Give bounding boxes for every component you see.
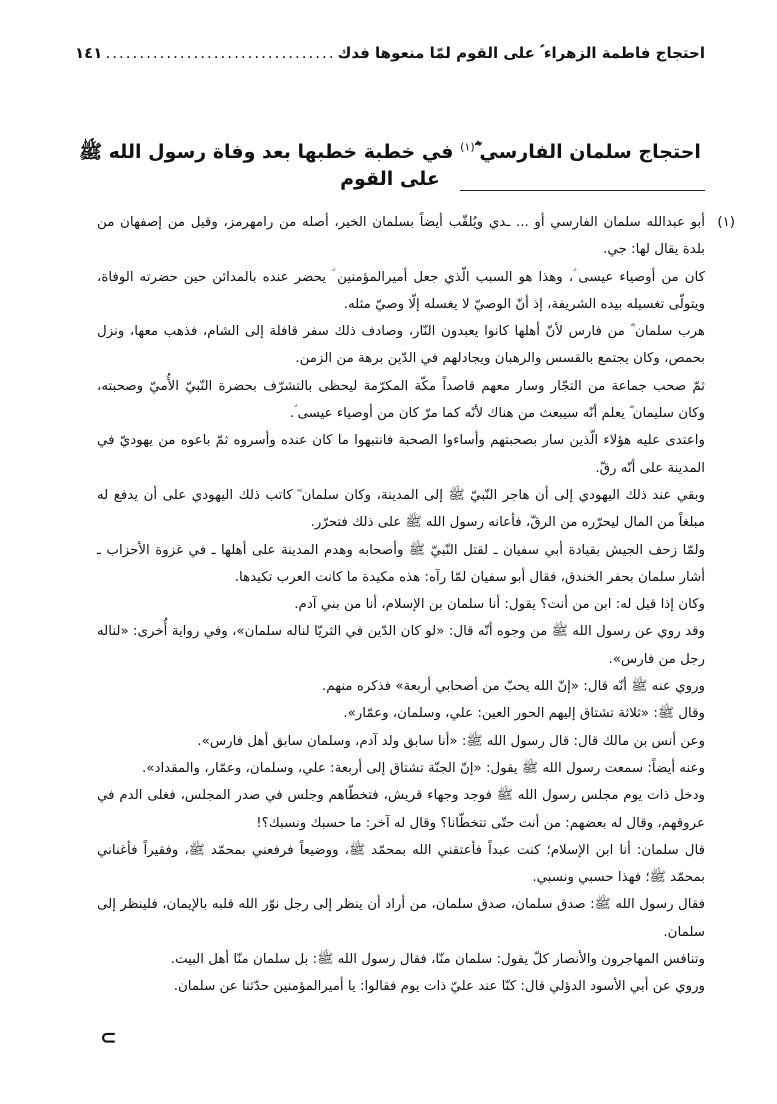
section-title-start: احتجاج سلمان الفارسي ؓ: [474, 141, 701, 163]
leader-dots: [104, 44, 335, 62]
footnote-paragraph: ودخل ذات يوم مجلس رسول الله ﷺ فوجد وجهاء قريش، فتخطّاهم وجلس في صدر المجلس، فغلى الدم في عروقهم، وقال له بعضهم: من أنت حتّى تتخطّانا؟ وقال له آخر: ما حسبك ونسبك؟!: [97, 788, 705, 831]
footnote-paragraph: قال سلمان: أنا ابن الإسلام؛ كنت عبداً فأعتقني الله بمحمّد ﷺ، ووضيعاً فرفعني بمحمّد ﷺ، وفقيراً فأغناني بمحمّد ﷺ؛ فهذا حسبي ونسبي.: [97, 842, 705, 886]
footnote-reference: (١): [460, 140, 475, 154]
footnote-paragraph: وكان إذا قيل له: ابن من أنت؟ يقول: أنا سلمان بن الإسلام، أنا من بني آدم.: [294, 597, 705, 613]
footnote-paragraph: ولمّا زحف الجيش بقيادة أبي سفيان ـ لقتل النّبيّ ﷺ وأصحابه وهدم المدينة على أهلها ـ في غزوة الأحزاب ـ أشار سلمان بحفر الخندق، فقال أبو سفيان لمّا رآه: هذه مكيدة ما كانت العرب تكيدها.: [97, 542, 705, 585]
footnote-paragraph: وتنافس المهاجرون والأنصار كلّ يقول: سلمان منّا، فقال رسول الله ﷺ: بل سلمان منّا أهل البيت.: [170, 952, 705, 968]
footnote-paragraph: وبقي عند ذلك اليهودي إلى أن هاجر النّبيّ ﷺ إلى المدينة، وكان سلمان ؓ كاتب ذلك اليهودي على أن يدفع له مبلغاً من المال ليحرّره من الرقّ، فأعانه رسول الله ﷺ على ذلك فتحرّر.: [97, 487, 705, 531]
footnote-paragraph: كان من أوصياء عيسى ؑ، وهذا هو السبب الّذي جعل أميرالمؤمنين ؑ يحضر عنده بالمدائن حين حضرته الوفاة، ويتولّى تغسيله بيده الشريفة، إذ أنّ الوصيّ لا يغسله إلّا وصيّ مثله.: [97, 269, 705, 312]
footnote-paragraph: فقال رسول الله ﷺ: صدق سلمان، صدق سلمان، من أراد أن ينظر إلى رجل نوّر الله قلبه بالإيمان، فلينظر إلى سلمان.: [97, 897, 705, 940]
footnote-separator: [460, 190, 705, 191]
running-title: احتجاج فاطمة الزهراء ؑ على القوم لمّا منعوها فدك: [337, 44, 705, 62]
footnote-paragraph: أبو عبدالله سلمان الفارسي أو ... ـدي ويُلقّب أيضاً بسلمان الخير، أصله من رامهرمز، وقيل من إصفهان من بلدة يقال لها: جي.: [97, 215, 705, 258]
footnote-paragraph: وقال ﷺ: «ثلاثة تشتاق إليهم الحور العين: علي، وسلمان، وعمّار».: [343, 706, 705, 722]
footnote-paragraph: هرب سلمان ؓ من فارس لأنّ أهلها كانوا يعبدون النّار، وصادف ذلك سفر قافلة إلى الشام، فذهب معها، ونزل بحمص، وكان يجتمع بالقسس والرهبان ويجادلهم في الدّين برهة من الزمن.: [97, 324, 705, 367]
page-number: ١٤١: [75, 44, 103, 62]
footnote-paragraph: وروي عنه ﷺ أنّه قال: «إنّ الله يحبّ من أصحابي أربعة» فذكره منهم.: [322, 679, 705, 695]
footnote-paragraph: واعتدى عليه هؤلاء الّذين سار بصحبتهم وأساءوا الصحبة فانتبهوا ما كان عنده وأسروه ثمّ باعوه من يهوديّ في المدينة على أنّه رقّ.: [97, 433, 705, 476]
footnote: [97, 209, 735, 1001]
footnote-paragraph: ثمّ صحب جماعة من التجّار وسار معهم قاصداً مكّة المكرّمة ليحظى بالتشرّف بحضرة النّبيّ الأُميّ وصحبته، وكان سليمان ؓ يعلم أنّه سيبعث من هناك لأنّه كما مرّ كان من أوصياء عيسى ؑ.: [97, 378, 705, 422]
continuation-marker-icon: ⊂: [100, 1025, 117, 1049]
footnote-paragraph: وعن أنس بن مالك قال: قال رسول الله ﷺ: «أنا سابق ولد آدم، وسلمان سابق أهل فارس».: [197, 733, 705, 749]
footnote-paragraph: وقد روي عن رسول الله ﷺ من وجوه أنّه قال: «لو كان الدّين في الثريّا لناله سلمان»، وفي رواية أُخرى: «لناله رجل من فارس».: [97, 624, 705, 667]
section-title-end: في خطبة خطبها بعد وفاة رسول الله ﷺ على القوم: [79, 141, 461, 190]
footnote-paragraph: وعنه أيضاً: سمعت رسول الله ﷺ يقول: «إنّ الجنّة تشتاق إلى أربعة: علي، وسلمان، وعمّار، والمقداد».: [142, 760, 705, 776]
footnote-number: (١): [717, 215, 735, 230]
footnote-paragraph: وروي عن أبي الأسود الدؤلي قال: كنّا عند عليّ ذات يوم فقالوا: يا أميرالمؤمنين حدّثنا عن سلمان.: [173, 979, 705, 995]
section-title: [75, 140, 705, 190]
running-header: [75, 44, 705, 62]
